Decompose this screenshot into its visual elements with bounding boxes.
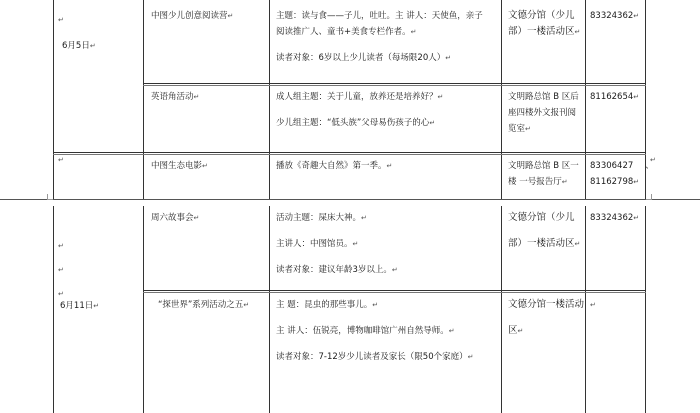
- location-cell: 文德分馆（少儿 部）一楼活动区↵: [508, 10, 581, 37]
- content-line: 阅读推广人、童书+美食专栏作者。↵: [276, 27, 417, 37]
- paragraph-mark: ↵: [58, 242, 64, 250]
- table-border: [585, 206, 586, 413]
- paragraph-mark: ↵: [58, 156, 64, 164]
- table-border: [501, 206, 502, 413]
- table-border: [143, 292, 646, 293]
- table-border: [269, 206, 270, 413]
- margin-corner-mark: [47, 194, 53, 200]
- activity-cell: 英语角活动↵: [151, 92, 200, 102]
- content-cell: 活动主题：屎床大神。↵ 主讲人：中图馆员。↵ 读者对象：建议年龄3岁以上。↵: [276, 213, 398, 275]
- content-line: 读者对象：6岁以上少儿读者（每场限20人）↵: [276, 53, 452, 63]
- activity-cell: “探世界”系列活动之五↵: [158, 300, 250, 310]
- table-border: [143, 206, 144, 413]
- table-border: [269, 0, 270, 199]
- date-cell: 6月5日↵: [62, 41, 96, 51]
- location-cell: 文德分馆一楼活动 区↵: [508, 299, 585, 336]
- table-border: [143, 85, 646, 86]
- location-cell: 文德分馆（少儿 部）一楼活动区↵: [508, 212, 581, 249]
- phone-cell: 83324362↵: [590, 11, 640, 21]
- table-border: [143, 83, 646, 84]
- phone-cell: 81162654↵: [590, 92, 640, 102]
- table-border: [53, 154, 646, 155]
- location-cell: 文明路总馆 B 区后 座四楼外文报刊阅 览室↵: [508, 92, 579, 134]
- paragraph-mark: ↵: [650, 156, 656, 164]
- paragraph-mark: ↵: [590, 301, 596, 309]
- table-border: [501, 0, 502, 199]
- table-border: [143, 0, 144, 199]
- page-bottom: [0, 206, 700, 413]
- content-line: [276, 40, 483, 50]
- paragraph-mark: ↵: [58, 290, 64, 298]
- table-border: [645, 206, 646, 413]
- location-cell: 文明路总馆 B 区一 楼 一号报告厅↵: [508, 161, 579, 187]
- activity-cell: 周六故事会↵: [151, 213, 200, 223]
- activity-cell: 中图生态电影↵: [151, 161, 208, 171]
- content-cell: 成人组主题：关于儿童，放养还是培养好？↵ 少儿组主题：“低头族”父母易伤孩子的心↵: [276, 92, 444, 128]
- margin-corner-mark: [646, 194, 652, 200]
- page-top: [0, 0, 700, 199]
- date-cell: 6月11日↵: [60, 301, 100, 311]
- content-cell: [276, 8, 483, 66]
- phone-cell: 83306427 、 81162798↵: [590, 161, 654, 187]
- table-border: [53, 152, 646, 153]
- phone-cell: 83324362↵: [590, 213, 640, 223]
- paragraph-mark: ↵: [58, 266, 64, 274]
- table-border: [585, 0, 586, 199]
- paragraph-mark: ↵: [58, 16, 64, 24]
- table-border: [53, 0, 54, 199]
- content-line: 主题：读与食——子儿，吐吐。主 讲人：天使鱼，亲子: [276, 11, 483, 21]
- activity-cell: 中图少儿创意阅读营↵: [151, 11, 234, 21]
- table-border: [143, 290, 646, 291]
- content-cell: 播放《奇趣大自然》第一季。↵: [276, 161, 393, 171]
- content-cell: 主 题：昆虫的那些事儿。↵ 主 讲人：伍锐亮，博物咖啡馆广州自然导师。↵ 读者对象：7-12岁少儿读者及家长（限50个家庭）↵: [276, 300, 474, 362]
- table-border: [53, 206, 54, 413]
